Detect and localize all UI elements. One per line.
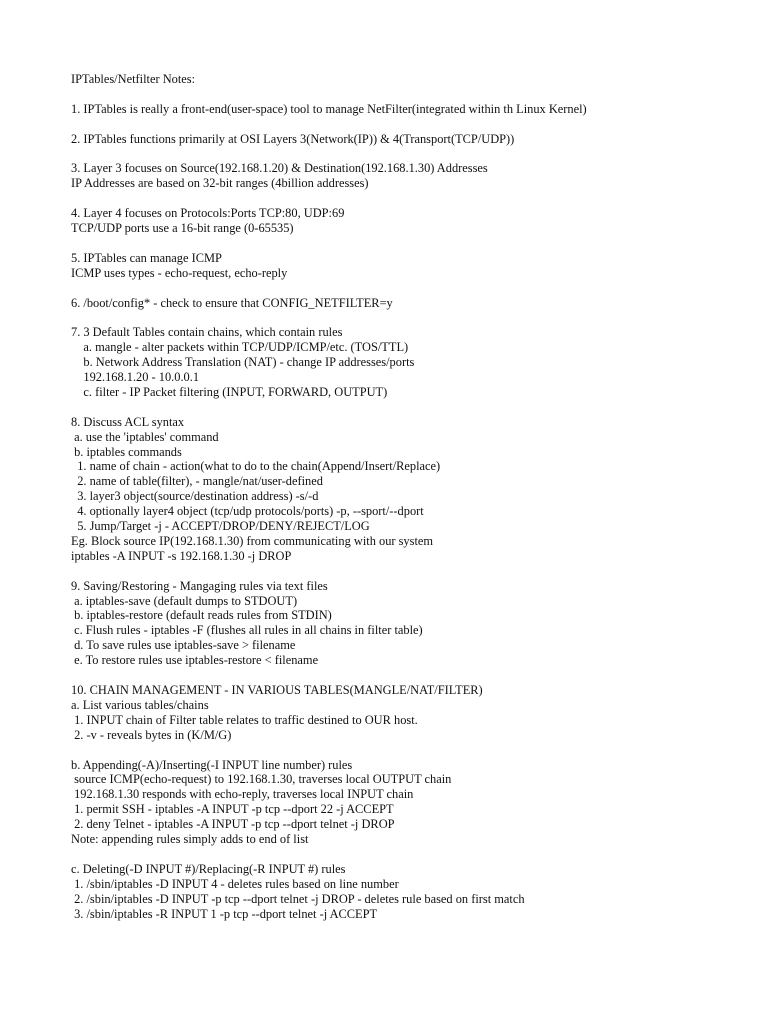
text-line — [71, 281, 751, 296]
text-line: a. iptables-save (default dumps to STDOUT) — [71, 593, 298, 608]
text-line: 2. /sbin/iptables -D INPUT -p tcp --dport telnet -j DROP - deletes rule based on first match — [71, 891, 525, 906]
text-line: 9. Saving/Restoring - Mangaging rules via text files — [71, 578, 328, 593]
text-line — [71, 87, 751, 102]
text-line: b. Appending(-A)/Inserting(-I INPUT line number) rules — [71, 757, 353, 772]
text-line: 3. Layer 3 focuses on Source(192.168.1.20) & Destination(192.168.1.30) Addresses — [71, 161, 488, 176]
text-line — [71, 743, 751, 758]
text-line: source ICMP(echo-request) to 192.168.1.30, traverses local OUTPUT chain — [71, 772, 452, 787]
text-line: 1. name of chain - action(what to do to the chain(Append/Insert/Replace) — [71, 459, 441, 474]
text-line: c. Flush rules - iptables -F (flushes all rules in all chains in filter table) — [71, 623, 423, 638]
text-line: Eg. Block source IP(192.168.1.30) from communicating with our system — [71, 533, 434, 548]
text-line: 5. Jump/Target -j - ACCEPT/DROP/DENY/REJECT/LOG — [71, 519, 370, 534]
text-line: 8. Discuss ACL syntax — [71, 414, 185, 429]
text-line: b. iptables-restore (default reads rules from STDIN) — [71, 608, 332, 623]
text-line: 4. optionally layer4 object (tcp/udp protocols/ports) -p, --sport/--dport — [71, 504, 424, 519]
text-line — [71, 117, 751, 132]
text-line — [71, 310, 751, 325]
text-line: 192.168.1.30 responds with echo-reply, traverses local INPUT chain — [71, 787, 414, 802]
text-line: IP Addresses are based on 32-bit ranges (4billion addresses) — [71, 176, 369, 191]
text-line: e. To restore rules use iptables-restore < filename — [71, 653, 319, 668]
text-line — [71, 400, 751, 415]
document-page — [71, 72, 751, 921]
text-line: 192.168.1.20 - 10.0.0.1 — [71, 370, 200, 385]
text-line — [71, 147, 751, 162]
text-line: 1. /sbin/iptables -D INPUT 4 - deletes rules based on line number — [71, 876, 399, 891]
text-line — [71, 191, 751, 206]
text-line: b. iptables commands — [71, 444, 182, 459]
text-line: ICMP uses types - echo-request, echo-reply — [71, 265, 288, 280]
text-line — [71, 564, 751, 579]
text-line: TCP/UDP ports use a 16-bit range (0-65535) — [71, 221, 294, 235]
text-line: 1. IPTables is really a front-end(user-space) tool to manage NetFilter(integrated within th Linux Kernel) — [71, 101, 587, 116]
text-line: 7. 3 Default Tables contain chains, which contain rules — [71, 325, 343, 340]
text-line — [71, 236, 751, 251]
text-line: a. mangle - alter packets within TCP/UDP/ICMP/etc. (TOS/TTL) — [71, 340, 409, 355]
text-line: 6. /boot/config* - check to ensure that CONFIG_NETFILTER=y — [71, 295, 393, 310]
text-line: d. To save rules use iptables-save > filename — [71, 638, 296, 653]
text-line: a. List various tables/chains — [71, 697, 209, 712]
text-line: 2. -v - reveals bytes in (K/M/G) — [71, 727, 232, 742]
text-line: 1. INPUT chain of Filter table relates to traffic destined to OUR host. — [71, 712, 418, 727]
text-line: 10. CHAIN MANAGEMENT - IN VARIOUS TABLES(MANGLE/NAT/FILTER) — [71, 683, 483, 697]
text-line: 2. IPTables functions primarily at OSI Layers 3(Network(IP)) & 4(Transport(TCP/UDP)) — [71, 131, 515, 146]
text-line: c. filter - IP Packet filtering (INPUT, FORWARD, OUTPUT) — [71, 384, 388, 399]
text-line: a. use the 'iptables' command — [71, 429, 219, 444]
text-line: 1. permit SSH - iptables -A INPUT -p tcp --dport 22 -j ACCEPT — [71, 802, 394, 817]
text-line: 5. IPTables can manage ICMP — [71, 250, 222, 265]
text-line: c. Deleting(-D INPUT #)/Replacing(-R INPUT #) rules — [71, 861, 346, 876]
text-line — [71, 668, 751, 683]
text-line: 4. Layer 4 focuses on Protocols:Ports TCP:80, UDP:69 — [71, 206, 345, 221]
text-line: 3. /sbin/iptables -R INPUT 1 -p tcp --dport telnet -j ACCEPT — [71, 906, 378, 921]
text-line: 3. layer3 object(source/destination address) -s/-d — [71, 489, 319, 504]
text-line: 2. deny Telnet - iptables -A INPUT -p tcp --dport telnet -j DROP — [71, 817, 395, 832]
text-line: 2. name of table(filter), - mangle/nat/user-defined — [71, 474, 323, 489]
text-line: IPTables/Netfilter Notes: — [71, 72, 196, 86]
text-line: b. Network Address Translation (NAT) - change IP addresses/ports — [71, 355, 415, 370]
text-line: iptables -A INPUT -s 192.168.1.30 -j DROP — [71, 548, 292, 563]
text-line — [71, 847, 751, 862]
text-line: Note: appending rules simply adds to end of list — [71, 832, 309, 847]
